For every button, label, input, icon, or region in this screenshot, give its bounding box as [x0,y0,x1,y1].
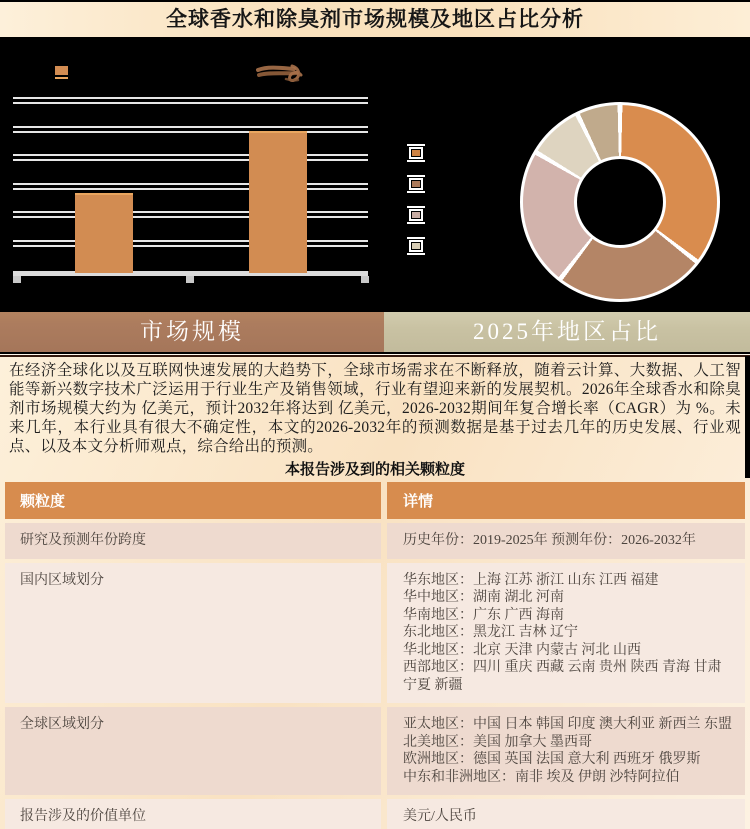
table-header-row [5,482,745,519]
gridline [13,126,368,133]
granularity-table [5,482,745,829]
gridline [13,97,368,104]
x-axis-tick [13,276,21,283]
detail-line: 欧洲地区：德国 英国 法国 意大利 西班牙 俄罗斯 [403,752,701,767]
gridline [13,211,368,218]
row-details [387,707,745,795]
detail-line: 美元/人民币 [403,809,477,824]
legend-rule [407,222,425,224]
donut-hole [574,156,666,248]
table-row [5,523,745,559]
row-details [387,523,745,559]
detail-line: 华北地区：北京 天津 内蒙古 河北 山西 [403,642,641,658]
table-caption: 本报告涉及到的相关颗粒度 [284,462,465,478]
row-label: 研究及预测年份跨度 [5,523,381,559]
legend-swatch-fill [412,150,420,156]
legend-rule [407,206,425,208]
summary-paragraph: 在经济全球化以及互联网快速发展的大趋势下，全球市场需求在不断释放，随着云计算、大数据、人工智能等新兴数字技术广泛运用于行业生产及销售领域，行业有望迎来新的发展契机。2026年全球香水和除臭剂市场规模大约为 亿美元，预计2032年将达到 亿美元，2026-2032期间年复合增长率（CAGR）为 %。未来几年，本行业具有很大不确定性，本文的2026-2032年的预测数据是基于过去几年的历史发展、行业观点、以及本文分析师观点，综合给出的预测。 [9,362,741,455]
legend-swatch [409,209,423,221]
detail-line: 华中地区：湖南 湖北 河南 [403,590,564,605]
x-axis-tick [361,276,369,283]
legend-swatch [409,147,423,159]
section-tabs [0,312,750,352]
legend-item [407,175,425,193]
detail-line: 北美地区：美国 加拿大 墨西哥 [403,734,592,750]
bar-chart [0,40,430,312]
row-label: 报告涉及的价值单位 [5,799,381,829]
detail-line: 西部地区：四川 重庆 西藏 云南 贵州 陕西 青海 甘肃 宁夏 新疆 [403,660,722,693]
legend-swatch [409,178,423,190]
detail-line: 华南地区：广东 广西 海南 [403,607,564,623]
legend-swatch-fill [412,243,420,249]
legend-item [407,144,425,162]
legend-item [407,206,425,224]
legend-rule [407,253,425,255]
page-title: 全球香水和除臭剂市场规模及地区占比分析 [0,0,750,40]
gridline [13,154,368,161]
row-label: 全球区域划分 [5,707,381,795]
watermark-scribble-icon [256,60,308,86]
table-row [5,563,745,704]
tab-region-share: 2025年地区占比 [384,312,750,352]
legend-rule [407,160,425,162]
chart-area [0,40,750,312]
bar-legend-underline [55,77,68,79]
detail-line: 亚太地区：中国 日本 韩国 印度 澳大利亚 新西兰 东盟 [403,717,732,732]
bar [249,131,307,273]
row-details [387,799,745,829]
gridline [13,240,368,247]
donut-wrap [520,102,720,302]
detail-line: 中东和非洲地区：南非 埃及 伊朗 沙特阿拉伯 [403,769,680,785]
legend-rule [407,144,425,146]
table-row [5,707,745,795]
right-page-border [745,356,750,478]
legend-rule [407,191,425,193]
gridline [13,183,368,190]
x-axis-tick [186,276,194,283]
table-header-granularity: 颗粒度 [5,482,381,519]
detail-line: 历史年份：2019-2025年 预测年份：2026-2032年 [403,533,696,548]
content-area [0,357,750,829]
detail-line: 华东地区：上海 江苏 浙江 山东 江西 福建 [403,572,659,588]
table-row [5,799,745,829]
legend-item [407,237,425,255]
bar-legend-swatch [55,66,68,75]
legend-swatch [409,240,423,252]
legend-swatch-fill [412,212,420,218]
legend-swatch-fill [412,181,420,187]
bar [75,193,133,273]
row-label: 国内区域划分 [5,563,381,704]
row-details [387,563,745,704]
legend-rule [407,237,425,239]
detail-line: 东北地区：黑龙江 吉林 辽宁 [403,625,578,640]
tab-market-size: 市场规模 [0,312,384,352]
legend-rule [407,175,425,177]
table-header-details: 详情 [387,482,745,519]
